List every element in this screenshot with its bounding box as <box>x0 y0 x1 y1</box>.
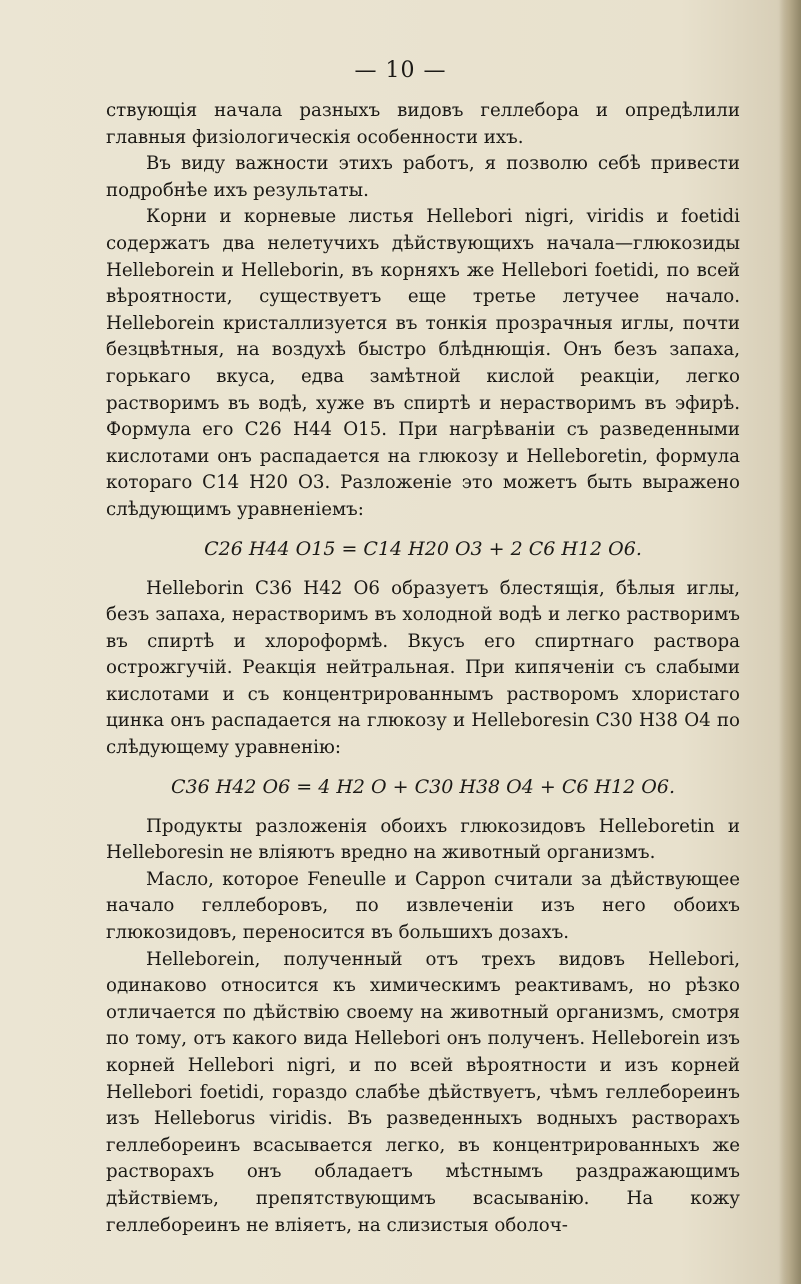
paragraph: Helleborein, полученный отъ трехъ видовъ Hellebori, одинаково относится къ химическимъ реактивамъ, но рѣзко отличается по дѣйствію своему на животный организмъ, смотря по тому, отъ какого вида Hellebori онъ полученъ. Helleborein изъ корней Hellebori nigri, и по всей вѣроятности и изъ корней Hellebori foetidi, гораздо слабѣе дѣйствуетъ, чѣмъ геллебореинъ изъ Helleborus viridis. Въ разведенныхъ водныхъ растворахъ геллебореинъ всасывается легко, въ концентрированныхъ же растворахъ онъ обладаетъ мѣстнымъ раздражающимъ дѣйствіемъ, препятствующимъ всасыванію. На кожу геллебореинъ не вліяетъ, на слизистыя оболоч- <box>106 948 740 1236</box>
paragraph: Helleborin C36 H42 O6 образуетъ блестящія, бѣлыя иглы, безъ запаха, нерастворимъ въ холодной водѣ и легко растворимъ въ спиртѣ и хлороформѣ. Вкусъ его спиртнаго раствора острожгучій. Реакція нейтральная. При кипяченіи съ слабыми кислотами и съ концентрированнымъ растворомъ хлористаго цинка онъ распадается на глюкозу и Helleboresin C30 H38 O4 по слѣдующему уравненію: <box>106 577 740 759</box>
paragraph: Въ виду важности этихъ работъ, я позволю себѣ привести подробнѣе ихъ результаты. <box>106 153 740 201</box>
formula: C36 H42 O6 = 4 H2 O + C30 H38 O4 + C6 H12 O6. <box>171 775 675 798</box>
paragraph: Масло, которое Fenеulle и Cappon считали за дѣйствующее начало геллеборовъ, по извлеченіи изъ него обоихъ глюкозидовъ, переносится въ большихъ дозахъ. <box>106 868 740 944</box>
body-text <box>106 98 740 1239</box>
paragraph: Продукты разложенія обоихъ глюкозидовъ Helleboretin и Helleboresin не вліяютъ вредно на животный организмъ. <box>106 815 740 864</box>
page-edge-shadow <box>779 0 801 1284</box>
page-number: — 10 — <box>354 58 447 83</box>
formula: C26 H44 O15 = C14 H20 O3 + 2 C6 H12 O6. <box>204 537 642 560</box>
paragraph: Корни и корневые листья Helleborі nigri, viridis и foetidi содержатъ два нелетучихъ дѣйствующихъ начала—глюкозиды Helleborein и Helleborin, въ корняхъ же Hellebori foetidi, по всей вѣроятности, существуетъ еще третье летучее начало. Helleborein кристаллизуется въ тонкія прозрачныя иглы, почти безцвѣтныя, на воздухѣ быстро блѣднющія. Онъ безъ запаха, горькаго вкуса, едва замѣтной кислой реакціи, легко растворимъ въ водѣ, хуже въ спиртѣ и нерастворимъ въ эфирѣ. Формула его C26 H44 O15. При нагрѣваніи съ разведенными кислотами онъ распадается на глюкозу и Helleboretin, формула котораго C14 H20 O3. Разложеніе это можетъ быть выражено слѣдующимъ уравненіемъ: <box>106 206 740 520</box>
paragraph: ствующія начала разныхъ видовъ геллебора и опредѣлили главныя физіологическія особенности ихъ. <box>106 100 740 148</box>
